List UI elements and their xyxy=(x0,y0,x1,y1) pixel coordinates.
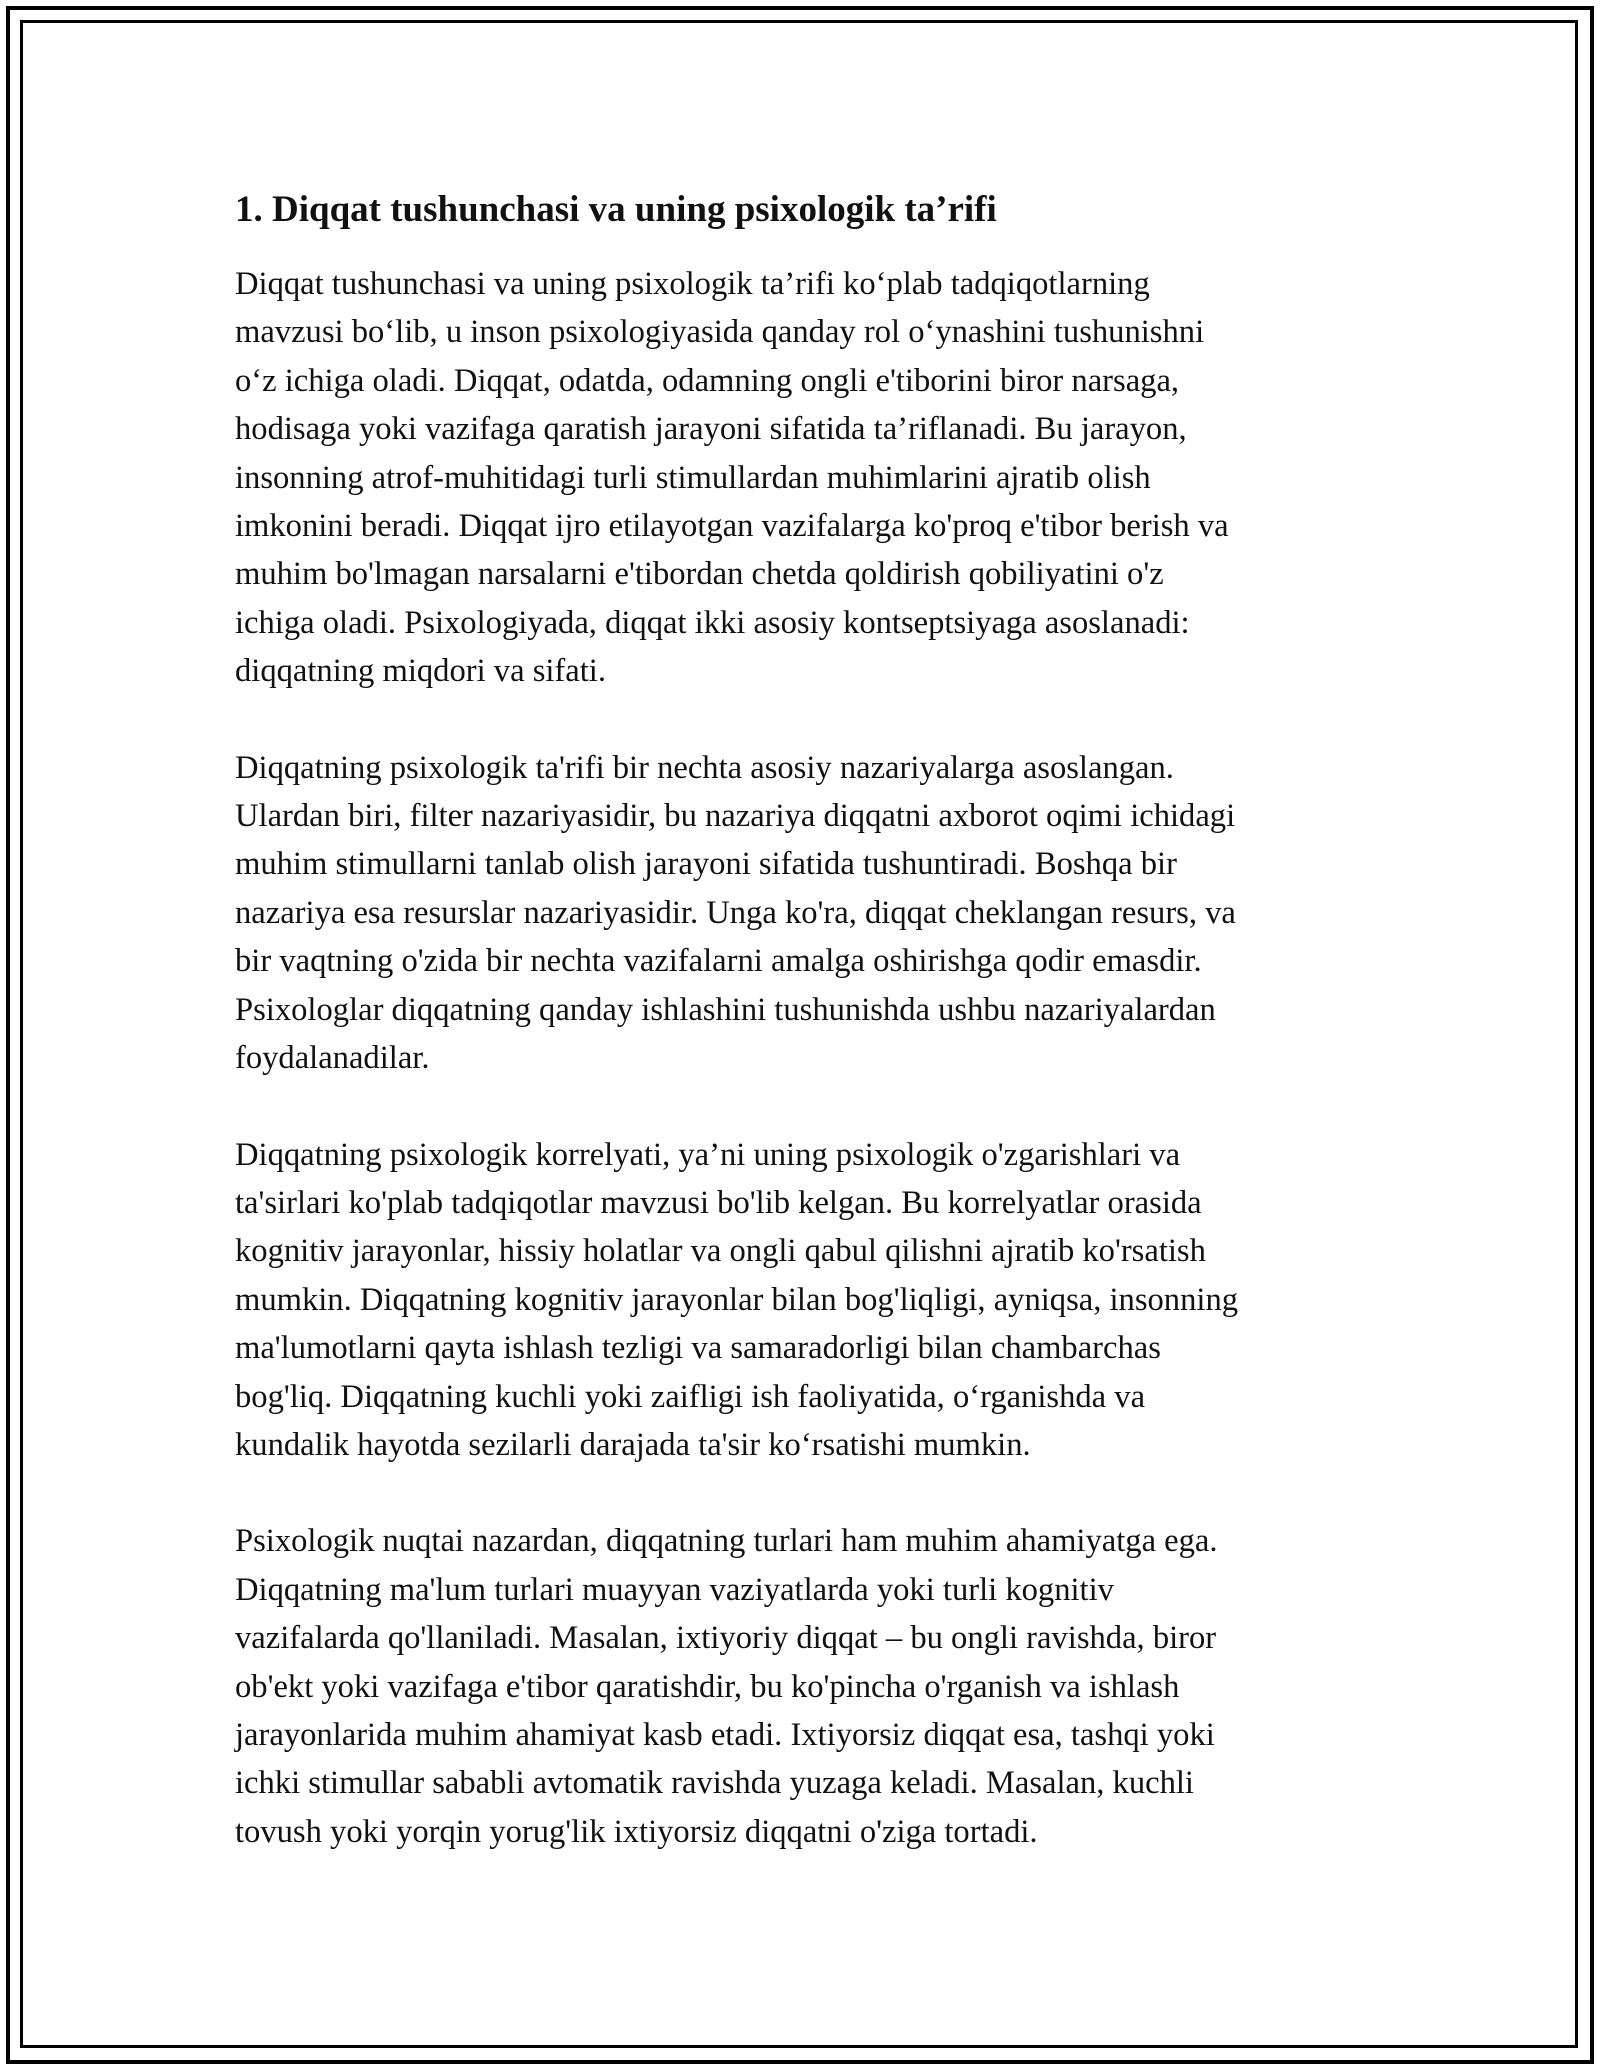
document-body xyxy=(235,186,1375,1904)
paragraph-correlates: Diqqatning psixologik korrelyati, ya’ni uning psixologik o'zgarishlari va ta'sirlari ko'plab tadqiqotlar mavzusi bo'lib kelgan. Bu korrelyatlar orasida kognitiv jarayonlar, hissiy holatlar va ongli qabul qilishni ajratib ko'rsatish mumkin. Diqqatning kognitiv jarayonlar bilan bog'liqligi, ayniqsa, insonning ma'lumotlarni qayta ishlash tezligi va samaradorligi bilan chambarchas bog'liq. Diqqatning kuchli yoki zaifligi ish faoliyatida, o‘rganishda va kundalik hayotda sezilarli darajada ta'sir ko‘rsatishi mumkin. xyxy=(235,1136,1239,1463)
section-heading: 1. Diqqat tushunchasi va uning psixologik ta’rifi xyxy=(235,189,997,230)
paragraph-types: Psixologik nuqtai nazardan, diqqatning turlari ham muhim ahamiyatga ega. Diqqatning ma'lum turlari muayyan vaziyatlarda yoki turli kognitiv vazifalarda qo'llaniladi. Masalan, ixtiyoriy diqqat – bu ongli ravishda, biror ob'ekt yoki vazifaga e'tibor qaratishdir, bu ko'pincha o'rganish va ishlash jarayonlarida muhim ahamiyat kasb etadi. Ixtiyorsiz diqqat esa, tashqi yoki ichki stimullar sababli avtomatik ravishda yuzaga keladi. Masalan, kuchli tovush yoki yorqin yorug'lik ixtiyorsiz diqqatni o'ziga tortadi. xyxy=(235,1523,1218,1850)
paragraph-definition: Diqqat tushunchasi va uning psixologik ta’rifi ko‘plab tadqiqotlarning mavzusi bo‘lib, u inson psixologiyasida qanday rol o‘ynashini tushunishni o‘z ichiga oladi. Diqqat, odatda, odamning ongli e'tiborini biror narsaga, hodisaga yoki vazifaga qaratish jarayoni sifatida ta’riflanadi. Bu jarayon, insonning atrof-muhitidagi turli stimullardan muhimlarini ajratib olish imkonini beradi. Diqqat ijro etilayotgan vazifalarga ko'proq e'tibor berish va muhim bo'lmagan narsalarni e'tibordan chetda qoldirish qobiliyatini o'z ichiga oladi. Psixologiyada, diqqat ikki asosiy kontseptsiyaga asoslanadi: diqqatning miqdori va sifati. xyxy=(235,266,1229,690)
paragraph-theories: Diqqatning psixologik ta'rifi bir nechta asosiy nazariyalarga asoslangan. Ulardan biri, filter nazariyasidir, bu nazariya diqqatni axborot oqimi ichidagi muhim stimullarni tanlab olish jarayoni sifatida tushuntiradi. Boshqa bir nazariya esa resurslar nazariyasidir. Unga ko'ra, diqqat cheklangan resurs, va bir vaqtning o'zida bir nechta vazifalarni amalga oshirishga qodir emasdir. Psixologlar diqqatning qanday ishlashini tushunishda ushbu nazariyalardan foydalanadilar. xyxy=(235,749,1236,1077)
